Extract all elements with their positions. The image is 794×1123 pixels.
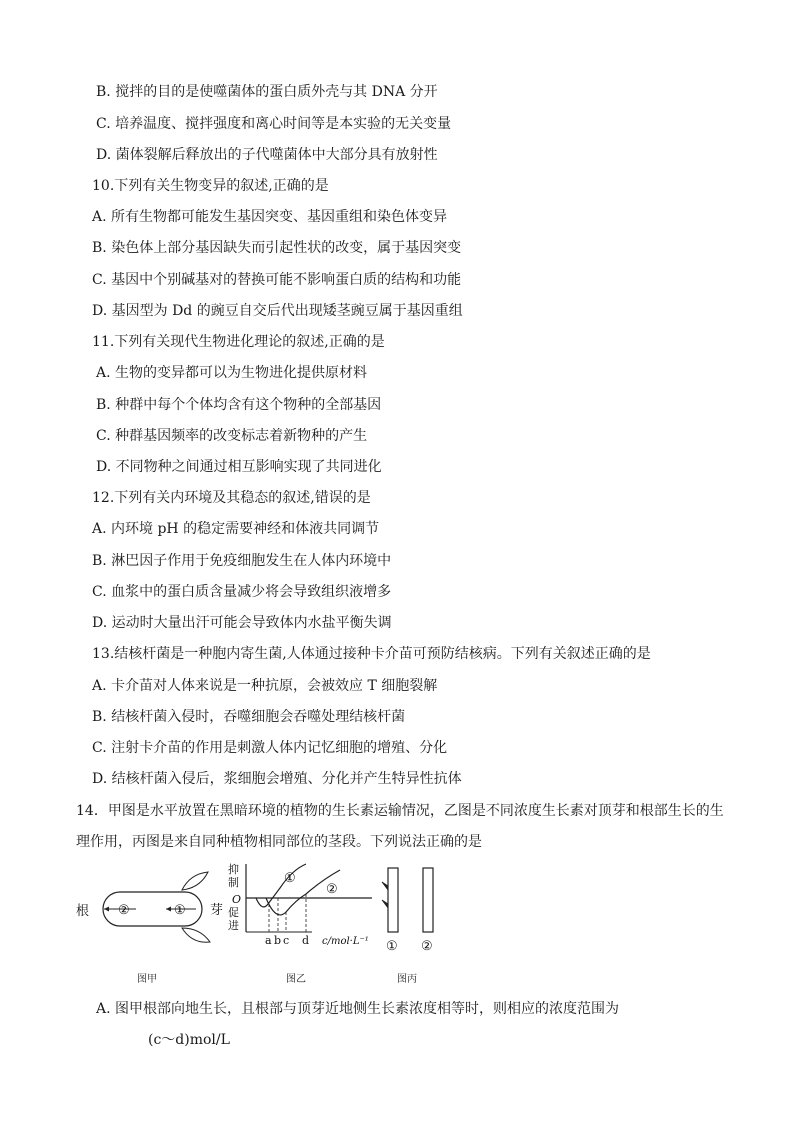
q12-option-d: D. 运动时大量出汗可能会导致体内水盐平衡失调	[92, 615, 392, 631]
q11-option-c: C. 种群基因频率的改变标志着新物种的产生	[96, 428, 368, 444]
q11-stem: 11.下列有关现代生物进化理论的叙述,正确的是	[92, 334, 385, 350]
q11-option-b: B. 种群中每个个体均含有这个物种的全部基因	[96, 397, 382, 413]
bing-bud-2-icon	[382, 900, 388, 908]
q10-option-c: C. 基因中个别碱基对的替换可能不影响蛋白质的结构和功能	[92, 272, 462, 288]
q14-figure	[70, 860, 470, 960]
yi-x-unit: c/mol·L⁻¹	[322, 936, 369, 947]
yi-promote-2: 进	[228, 919, 239, 932]
q13-option-d: D. 结核杆菌入侵后，浆细胞会增殖、分化并产生特异性抗体	[92, 771, 462, 787]
bing-bud-1-icon	[382, 882, 388, 890]
q10-stem: 10.下列有关生物变异的叙述,正确的是	[92, 178, 329, 194]
q11-option-a: A. 生物的变异都可以为生物进化提供原材料	[96, 365, 368, 381]
yi-tick-a: a	[265, 934, 272, 947]
q10-option-a: A. 所有生物都可能发生基因突变、基因重组和染色体变异	[92, 209, 448, 225]
q13-option-b: B. 结核杆菌入侵时，吞噬细胞会吞噬处理结核杆菌	[92, 709, 406, 725]
q12-option-b: B. 淋巴因子作用于免疫细胞发生在人体内环境中	[92, 553, 392, 569]
yi-zero: O	[232, 893, 242, 906]
bing-stem-2	[423, 868, 433, 932]
q13-option-c: C. 注射卡介苗的作用是刺激人体内记忆细胞的增殖、分化	[92, 740, 448, 756]
q9-option-c: C. 培养温度、搅拌强度和离心时间等是本实验的无关变量	[96, 116, 452, 132]
figure-bing	[382, 868, 433, 954]
q10-option-b: B. 染色体上部分基因缺失而引起性状的改变，属于基因突变	[92, 240, 462, 256]
q14-stem-line2: 理作用，丙图是来自同种植物相同部位的茎段。下列说法正确的是	[76, 834, 482, 850]
figure-yi	[228, 862, 372, 947]
leaf-lower-icon	[182, 928, 210, 942]
jia-root-label: 根	[76, 904, 90, 919]
q9-option-d: D. 菌体裂解后释放出的子代噬菌体中大部分具有放射性	[96, 147, 438, 163]
leaf-upper-icon	[182, 872, 208, 890]
yi-inhibit-1: 抑	[228, 863, 239, 876]
q14-option-a-line2: (c～d)mol/L	[148, 1032, 230, 1048]
yi-inhibit-2: 制	[228, 876, 239, 889]
jia-bud-label: 芽	[210, 903, 224, 918]
jia-arrow-right-head	[166, 907, 171, 912]
jia-arrow-left-head	[104, 907, 109, 912]
caption-jia: 图甲	[137, 974, 157, 985]
bing-stem-1	[388, 868, 398, 932]
yi-promote-1: 促	[228, 906, 239, 919]
yi-tick-c: c	[283, 934, 290, 947]
bing-label-2: ②	[421, 939, 433, 954]
yi-curve-1	[256, 864, 306, 907]
yi-tick-b: b	[274, 934, 282, 947]
q14-stem-line1: 14．甲图是水平放置在黑暗环境的植物的生长素运输情况，乙图是不同浓度生长素对顶芽和根部生长的生	[76, 803, 724, 819]
jia-mark-2: ②	[118, 903, 130, 918]
q10-option-d: D. 基因型为 Dd 的豌豆自交后代出现矮茎豌豆属于基因重组	[92, 303, 463, 319]
bing-label-1: ①	[386, 939, 398, 954]
figure-jia	[76, 872, 223, 942]
q13-option-a: A. 卡介苗对人体来说是一种抗原，会被效应 T 细胞裂解	[92, 678, 438, 694]
q12-stem: 12.下列有关内环境及其稳态的叙述,错误的是	[92, 490, 371, 506]
q13-stem: 13.结核杆菌是一种胞内寄生菌,人体通过接种卡介苗可预防结核病。下列有关叙述正确的是	[92, 646, 651, 662]
yi-curve-2-label: ②	[326, 882, 338, 897]
jia-mark-1: ①	[174, 903, 186, 918]
q9-option-b: B. 搅拌的目的是使噬菌体的蛋白质外壳与其 DNA 分开	[96, 84, 438, 100]
caption-yi: 图乙	[286, 974, 306, 985]
q14-option-a-line1: A. 图甲根部向地生长，且根部与顶芽近地侧生长素浓度相等时，则相应的浓度范围为	[96, 1001, 620, 1017]
caption-bing: 图丙	[397, 974, 417, 985]
yi-tick-d: d	[302, 934, 310, 947]
q12-option-a: A. 内环境 pH 的稳定需要神经和体液共同调节	[92, 521, 380, 537]
q12-option-c: C. 血浆中的蛋白质含量减少将会导致组织液增多	[92, 584, 392, 600]
yi-curve-1-label: ①	[284, 871, 296, 886]
q11-option-d: D. 不同物种之间通过相互影响实现了共同进化	[96, 459, 382, 475]
